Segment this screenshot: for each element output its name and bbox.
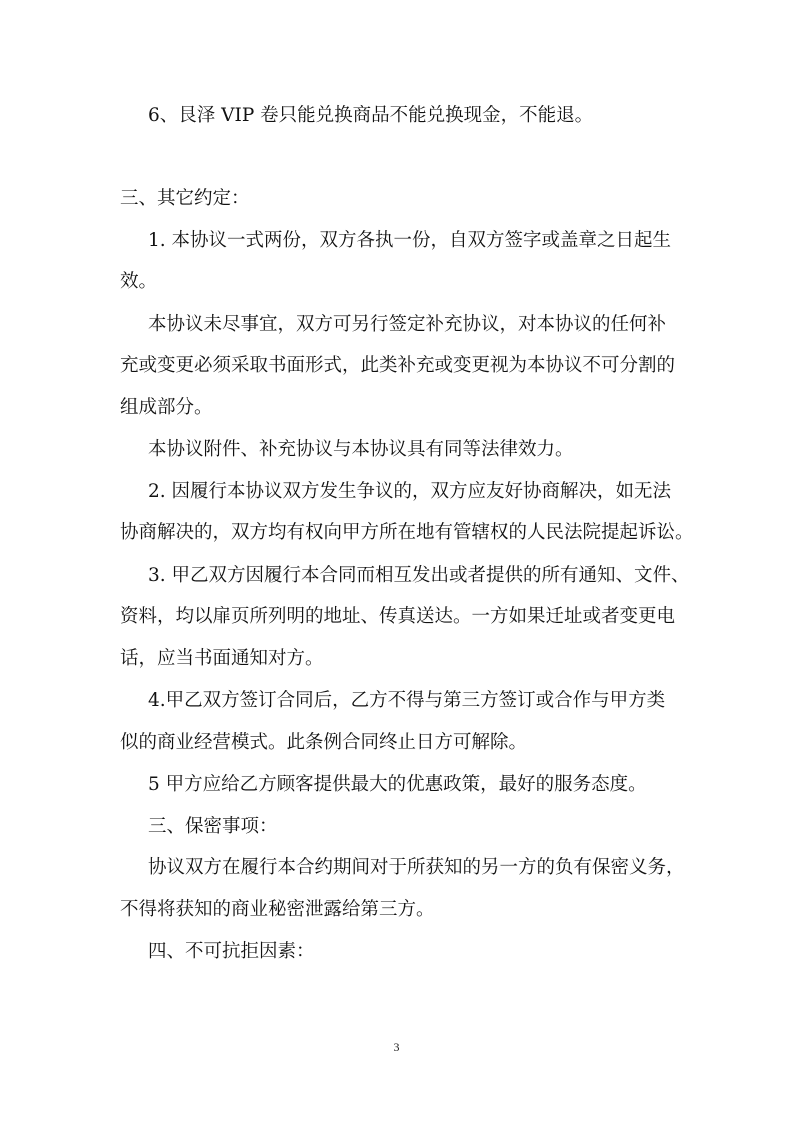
text-line-item6: 6、艮泽 VIP 卷只能兑换商品不能兑换现金，不能退。 <box>148 105 594 126</box>
text-line-attachments: 本协议附件、补充协议与本协议具有同等法律效力。 <box>148 439 574 460</box>
section-heading-other-agreements: 三、其它约定： <box>120 188 250 209</box>
text-line-clause4-a: 4.甲乙双方签订合同后，乙方不得与第三方签订或合作与甲方类 <box>148 690 666 711</box>
text-line-supplement-a: 本协议未尽事宜，双方可另行签定补充协议，对本协议的任何补 <box>148 314 667 335</box>
text-line-clause5: 5 甲方应给乙方顾客提供最大的优惠政策，最好的服务态度。 <box>148 774 647 795</box>
text-line-clause3-b: 资料，均以扉页所列明的地址、传真送达。一方如果迁址或者变更电 <box>120 606 676 627</box>
text-line-clause4-b: 似的商业经营模式。此条例合同终止日方可解除。 <box>120 732 528 753</box>
text-line-clause3-c: 话，应当书面通知对方。 <box>120 648 324 669</box>
text-line-clause3-a: 3. 甲乙双方因履行本合同而相互发出或者提供的所有通知、文件、 <box>148 565 690 586</box>
page-number: 3 <box>393 1040 400 1054</box>
text-line-supplement-b: 充或变更必须采取书面形式，此类补充或变更视为本协议不可分割的 <box>120 355 676 376</box>
text-line-clause2-a: 2. 因履行本协议双方发生争议的，双方应友好协商解决，如无法 <box>148 481 672 502</box>
section-heading-force-majeure: 四、不可抗拒因素： <box>148 941 315 962</box>
text-line-clause2-b: 协商解决的，双方均有权向甲方所在地有管辖权的人民法院提起诉讼。 <box>120 522 694 543</box>
text-line-clause1-a: 1. 本协议一式两份，双方各执一份，自双方签字或盖章之日起生 <box>148 230 672 251</box>
text-line-confidentiality-b: 不得将获知的商业秘密泄露给第三方。 <box>120 899 435 920</box>
text-line-supplement-c: 组成部分。 <box>120 397 213 418</box>
section-heading-confidentiality: 三、保密事项： <box>148 816 278 837</box>
text-line-confidentiality-a: 协议双方在履行本合约期间对于所获知的另一方的负有保密义务， <box>148 857 685 878</box>
text-line-clause1-b: 效。 <box>120 271 158 292</box>
